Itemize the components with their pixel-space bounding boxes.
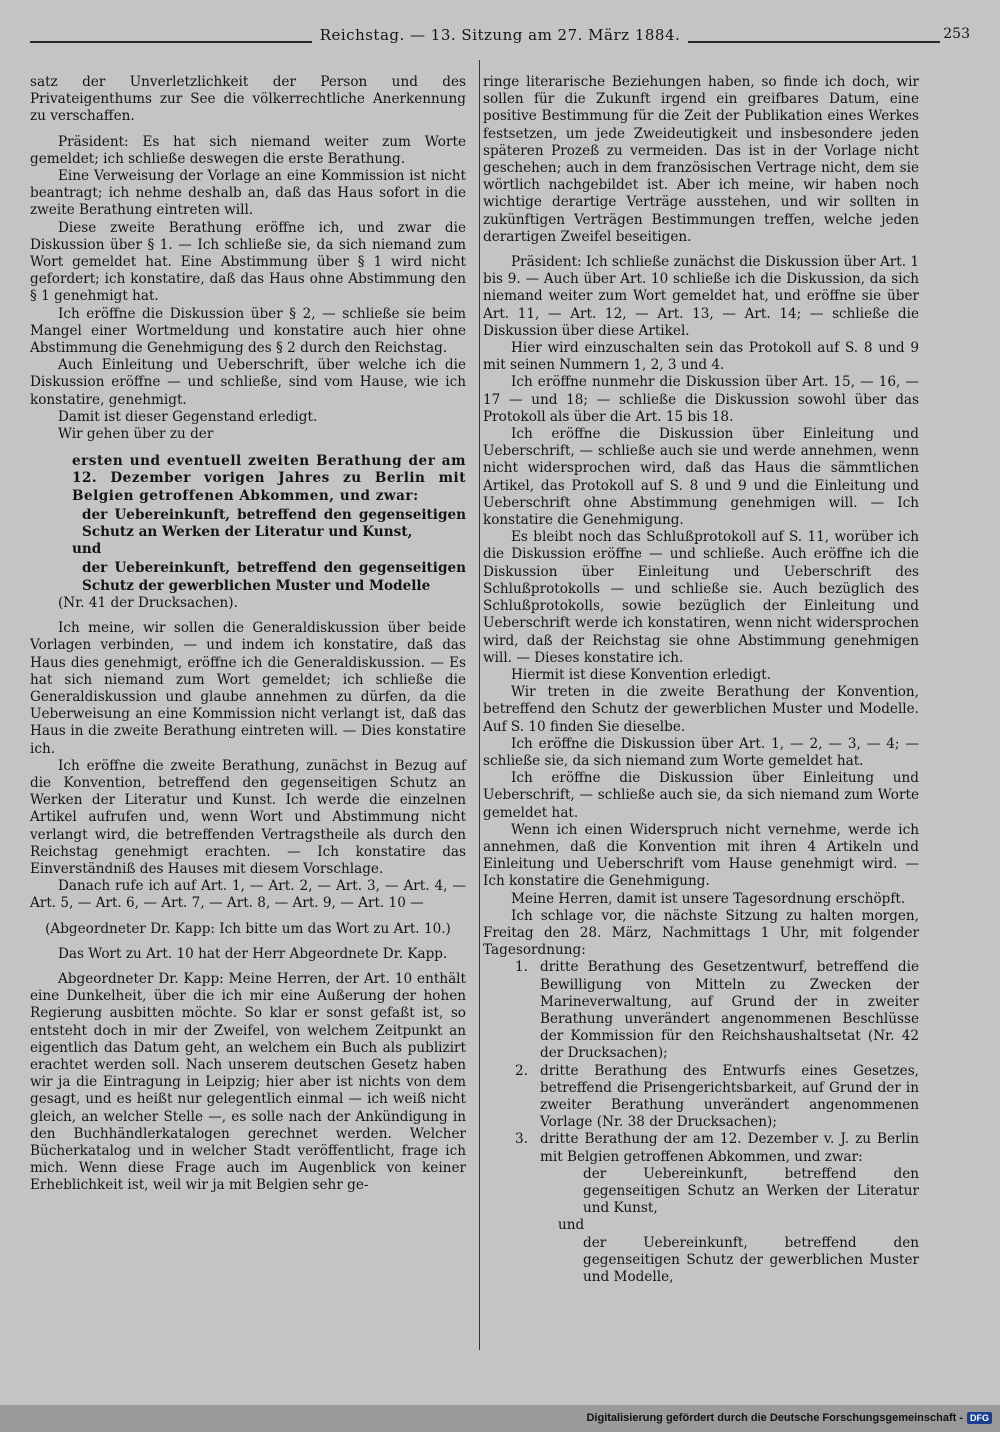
page-number: 253 — [943, 26, 970, 42]
paragraph: Hier wird einzuschalten sein das Protokoll auf S. 8 und 9 mit seinen Nummern 1, 2, 3 und 4. — [483, 340, 919, 374]
agenda-subitem: der Uebereinkunft, betreffend den gegenseitigen Schutz an Werken der Literatur und Kunst, — [82, 506, 466, 541]
agenda-item-text: dritte Berathung des Gesetzentwurf, betreffend die Bewilligung von Mitteln zu Zwecken der Marineverwaltung, auf Grund der in zweiter Berathung unverändert angenommenen Beschlüsse der Kommission für den Reichshaushaltsetat (Nr. 42 der Drucksachen); — [540, 959, 919, 1062]
agenda-conjunction: und — [558, 1217, 585, 1234]
interjection: (Abgeordneter Dr. Kapp: Ich bitte um das Wort zu Art. 10.) — [45, 920, 451, 937]
paragraph: Präsident: Ich schließe zunächst die Diskussion über Art. 1 bis 9. — Auch über Art. 10 schließe ich die Diskussion, da sich niemand weiter zum Wort gemeldet hat, und eröffne sie über Art. 11, — Art. 12, — Art. 13, — Art. 14; — schließe die Diskussion über diese Artikel. — [483, 254, 920, 339]
paragraph: Ich eröffne die Diskussion über § 2, — schließe sie beim Mangel einer Wortmeldung und konstatire auch hier ohne Abstimmung die Genehmigung des § 2 durch den Reichstag. — [30, 305, 466, 357]
agenda-item — [483, 959, 919, 1062]
digitization-footer — [586, 1412, 992, 1424]
paragraph: Danach rufe ich auf Art. 1, — Art. 2, — Art. 3, — Art. 4, — Art. 5, — Art. 6, — Art. 7, — Art. 8, — Art. 9, — Art. 10 — — [30, 878, 466, 912]
paragraph: Ich meine, wir sollen die Generaldiskussion über beide Vorlagen verbinden, — und indem ich konstatire, daß das Haus dies genehmigt, eröffne ich die Generaldiskussion. — Es hat sich niemand zum Wort gemeldet; ich schließe die Generaldiskussion und glaube annehmen zu dürfen, da die Ueberweisung an eine Kommission nicht verlangt ist, daß das Haus in die zweite Berathung eintreten will. — Dies konstatire ich. — [30, 620, 466, 757]
paragraph: Präsident: Es hat sich niemand weiter zum Worte gemeldet; ich schließe deswegen die erste Berathung. — [30, 133, 466, 167]
paragraph: Abgeordneter Dr. Kapp: Meine Herren, der Art. 10 enthält eine Dunkelheit, über die ich mir eine Außerung der hohen Regierung ausbitten möchte. So klar er sonst gefaßt ist, so entsteht doch in mir der Zweifel, von welchem Zeitpunkt an eigentlich das Datum geht, an welchem ein Buch als publizirt erachtet werden soll. Nach unserem deutschen Gesetz haben wir ja die Eintragung in Leipzig; hier aber ist nichts von dem gesagt, und es heißt nur gelegentlich einmal — ich weiß nicht gleich, an welcher Stelle —, es solle nach der Ankündigung in den Buchhändlerkatalogen gerechnet werden. Welcher Bücherkatalog und in welcher Stadt veröffentlicht, frage ich mich. Wenn diese Frage auch im Augenblick von keiner Erheblichkeit ist, weil wir ja mit Belgien sehr ge- — [30, 970, 466, 1194]
paragraph: Auch Einleitung und Ueberschrift, über welche ich die Diskussion eröffne — und schließe, sind vom Hause, wie ich konstatire, genehmigt. — [30, 357, 466, 408]
paragraph: Ich eröffne die Diskussion über Einleitung und Ueberschrift, — schließe auch sie und werde annehmen, wenn nicht widersprochen wird, daß das Haus die sämmtlichen Artikel, das Protokoll auf S. 8 und 9 und die Einleitung und Ueberschrift ohne Abstimmung genehmigen will. — Ich konstatire die Genehmigung. — [483, 426, 919, 529]
paragraph: Damit ist dieser Gegenstand erledigt. — [58, 408, 318, 425]
paragraph: Ich eröffne die zweite Berathung, zunächst in Bezug auf die Konvention, betreffend den gegenseitigen Schutz an Werken der Literatur und Kunst. Ich werde die einzelnen Artikel aufrufen und, wenn Wort und Abstimmung nicht verlangt wird, die betreffenden Vertragstheile als durch den Reichstag genehmigt erachten. — Ich konstatire das Einverständniß des Hauses mit diesem Vorschlage. — [30, 757, 466, 877]
agenda-item-number: 3. — [515, 1131, 528, 1148]
agenda-item-text: dritte Berathung der am 12. Dezember v. J. zu Berlin mit Belgien getroffenen Abkommen, und zwar: — [540, 1131, 919, 1165]
page-header — [30, 26, 970, 50]
paragraph: Ich eröffne die Diskussion über Art. 1, — 2, — 3, — 4; — schließe sie, da sich niemand zum Worte gemeldet hat. — [483, 735, 919, 769]
paragraph: Wir treten in die zweite Berathung der Konvention, betreffend den Schutz der gewerblichen Muster und Modelle. Auf S. 10 finden Sie dieselbe. — [483, 684, 919, 735]
paragraph: Meine Herren, damit ist unsere Tagesordnung erschöpft. — [511, 890, 906, 907]
paragraph: Diese zweite Berathung eröffne ich, und zwar die Diskussion über § 1. — Ich schließe sie, da sich niemand zum Wort gemeldet hat. Eine Abstimmung über § 1 wird nicht gefordert; ich konstatire, daß das Haus ohne Abstimmung den § 1 genehmigt hat. — [30, 219, 466, 305]
paragraph: Ich schlage vor, die nächste Sitzung zu halten morgen, Freitag den 28. März, Nachmittags 1 Uhr, mit folgender Tagesordnung: — [483, 907, 919, 959]
paragraph: Das Wort zu Art. 10 hat der Herr Abgeordnete Dr. Kapp. — [58, 945, 448, 962]
drucksachen-ref: (Nr. 41 der Drucksachen). — [58, 594, 238, 611]
paragraph: Wenn ich einen Widerspruch nicht vernehme, werde ich annehmen, daß die Konvention mit ihren 4 Artikeln und Einleitung und Ueberschrift vom Hause genehmigt wird. — Ich konstatire die Genehmigung. — [483, 821, 919, 890]
right-column — [483, 74, 919, 1286]
paragraph: satz der Unverletzlichkeit der Person und des Privateigenthums zur See die völkerrechtliche Anerkennung zu verschaffen. — [30, 74, 466, 125]
agenda-subitem: der Uebereinkunft, betreffend den gegenseitigen Schutz an Werken der Literatur und Kunst, — [583, 1165, 919, 1217]
agenda-list — [483, 959, 919, 1165]
left-column — [30, 74, 466, 1195]
agenda-heading: ersten und eventuell zweiten Berathung der am 12. Dezember vorigen Jahres zu Berlin mit Belgien getroffenen Abkommen, und zwar: — [72, 453, 466, 504]
paragraph: ringe literarische Beziehungen haben, so finde ich doch, wir sollen für die Zukunft irgend ein greifbares Datum, eine positive Bestimmung für die Zeit der Publikation eines Werkes festsetzen, um jede Zweideutigkeit und insbesondere jeden späteren Prozeß zu vermeiden. Das ist in der Vorlage nicht geschehen; auch in dem französischen Vertrage nicht, dem sie wörtlich nachgebildet ist. Aber ich meine, wir haben noch wichtige derartige Verträge ausstehen, und wir sollten in zukünftigen Verträgen Bestimmungen treffen, welche jeden derartigen Zweifel beseitigen. — [483, 74, 919, 245]
paragraph: Hiermit ist diese Konvention erledigt. — [511, 666, 772, 683]
agenda-subitem: der Uebereinkunft, betreffend den gegenseitigen Schutz der gewerblichen Muster und Modelle — [82, 560, 466, 594]
agenda-item-number: 1. — [515, 959, 528, 976]
paragraph: Es bleibt noch das Schlußprotokoll auf S. 11, worüber ich die Diskussion eröffne — und schließe. Auch eröffne ich die Diskussion über Einleitung und Ueberschrift des Schlußprotokolls — und schließe sie. Auch bezüglich des Schlußprotokolls, sowie bezüglich der Einleitung und Ueberschrift werde ich konstatiren, wenn nicht widersprochen wird, daß der Reichstag sie ohne Abstimmung genehmigen will. — Dieses konstatire ich. — [483, 529, 919, 666]
paragraph: Wir gehen über zu der — [58, 426, 214, 443]
paragraph: Ich eröffne nunmehr die Diskussion über Art. 15, — 16, — 17 — und 18; — schließe die Diskussion sowohl über das Protokoll als über die Art. 15 bis 18. — [483, 374, 919, 425]
column-divider — [479, 60, 480, 1350]
running-title: Reichstag. — 13. Sitzung am 27. März 1884. — [312, 26, 689, 44]
agenda-subitem: der Uebereinkunft, betreffend den gegenseitigen Schutz der gewerblichen Muster und Modelle, — [583, 1234, 919, 1286]
agenda-conjunction: und — [72, 541, 102, 558]
agenda-item — [483, 1131, 919, 1165]
agenda-item-text: dritte Berathung des Entwurfs eines Gesetzes, betreffend die Prisengerichtsbarkeit, auf Grund der in zweiter Berathung unverändert angenommenen Vorlage (Nr. 38 der Drucksachen); — [540, 1062, 919, 1131]
agenda-item-number: 2. — [515, 1062, 528, 1079]
agenda-item — [483, 1063, 919, 1132]
paragraph: Eine Verweisung der Vorlage an eine Kommission ist nicht beantragt; ich nehme deshalb an, daß das Haus sofort in die zweite Berathung eintreten will. — [30, 168, 466, 219]
funding-note: Digitalisierung gefördert durch die Deutsche Forschungsgemeinschaft - — [586, 1412, 963, 1424]
paragraph: Ich eröffne die Diskussion über Einleitung und Ueberschrift, — schließe auch sie, da sich niemand zum Worte gemeldet hat. — [483, 770, 919, 821]
dfg-logo: DFG — [967, 1412, 992, 1424]
